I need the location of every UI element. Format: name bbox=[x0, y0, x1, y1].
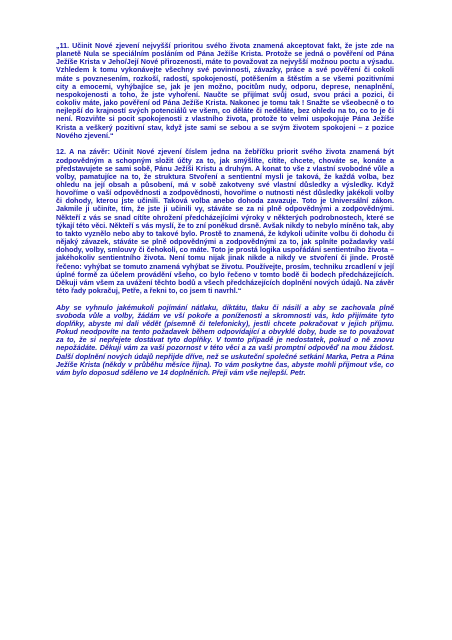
document-body bbox=[56, 42, 394, 386]
paragraph-12: 12. A na závěr: Učinit Nové zjevení číslem jedna na žebříčku priorit svého života znamená být zodpovědným a schopným složit účty za to, jak smýšlíte, cítíte, chcete, chováte se, konáte a představujete se sami sobě, Pánu Ježíši Kristu a druhým. A konat to vše z vlastní svobodné vůle a volby, pamatujíce na to, že struktura Stvoření a sentientní mysli je taková, že každá volba, bez ohledu na její obsah a působení, má v sobě zakotveny své vlastní důsledky a výsledky. Když hovoříme o vaší odpovědnosti a zodpovědnosti, hovoříme o nutnosti nést důsledky jakékoli volby či dohody, kterou jste učinili. Taková volba anebo dohoda zavazuje. Toto je Universální zákon. Jakmile ji učiníte, tím, že jste ji učinili vy, stáváte se za ni plně odpovědnými a zodpovědnými. Někteří z vás se snad cítíte ohrožení předcházejícími výroky v některých podrobnostech, které se týkají této věci. Někteří s vás myslí, že to zní poněkud drsně. Avšak nikdy to nebylo míněno tak, aby to takto vyznělo nebo aby to takové bylo. Prostě to znamená, že kdykoli učiníte volbu či dohodu či nějaký závazek, stáváte se plně odpovědnými a zodpovědnými za to, jak splníte požadavky vaší dohody, volby, smlouvy či čehokoli, co máte. Toto je prostá logika uspořádání sentientního života – jakéhokoliv sentientního života. Není tomu nijak jinak nikde a nikdy ve stvoření či jinde. Prostě řečeno: vyhýbat se tomuto znamená vyhýbat se životu. Používejte, prosím, techniku zrcadlení v její úplné formě za účelem provádění všeho, co bylo řečeno v tomto bodě či bodech předcházejících. Děkuji vám všem za uvážení těchto bodů a všech předcházejících doplnění nových údajů. Na závěr této řady pokračuj, Petře, a řekni to, co jsem ti navrhl.“ bbox=[56, 148, 394, 296]
paragraph-11: „11. Učinit Nové zjevení nejvyšší prioritou svého života znamená akceptovat fakt, že jste zde na planetě Nula se speciálním posláním od Pána Ježíše Krista. Protože se jedná o pověření od Pána Ježíše Krista v Jeho/Její Nové přirozenosti, máte to považovat za nejvyšší možnou poctu a výsadu. Vzhledem k tomu vykonávejte všechny své povinnosti, závazky, práce a své pověření či cokoli máte s povznesením, rozkoší, radostí, spokojeností, potěšením a štěstím a se všemi pozitivními city a emocemi, vyhýbajíce se, jak je jen možno, pocitům nudy, odporu, deprese, nenaplnění, nespokojenosti a toho, že jste vyhoření. Naučte se přijímat svůj osud, svou práci a pozici, či cokoliv máte, jako pověření od Pána Ježíše Krista. Nakonec je tomu tak ! Snažte se všeobecně o to nejlepší do krajností svých potenciálů ve všem, co děláte či neděláte, bez ohledu na to, co to je či není. Rozviňte si pocit spokojenosti z vlastního života, protože to velmi uspokojuje Pána Ježíše Krista a veškerý pozitivní stav, když jste sami se sebou a se svým životem spokojeni – z pozice Nového zjevení.“ bbox=[56, 42, 394, 140]
closing-note: Aby se vyhnulo jakémukoli pojímání nátlaku, diktátu, tlaku či násilí a aby se zachovala plně svoboda vůle a volby, žádám ve vší pokoře a poníženosti a skromnosti vás, kdo přijímáte tyto doplňky, abyste mi dali vědět (písemně či telefonicky), jestli chcete pokračovat v jejich příjmu. Pokud neodpovíte na tento požadavek během odpovídající a obvyklé doby, bude se to považovat za to, že si nepřejete dostávat tyto doplňky. V tomto případě je nedostatek, pokud o ně znovu nepožádáte. Děkuji vám za vaši pozornost v této věci a za vaši promptní odpověď na mou žádost. Další doplnění nových údajů nepřijde dříve, než se uskuteční společné setkání Marka, Petra a Pána Ježíše Krista (někdy v průběhu měsíce října). To vám poskytne čas, abyste mohli přijmout vše, co vám bylo doposud sděleno ve 14 doplněních. Přeji vám vše nejlepší. Petr. bbox=[56, 303, 394, 377]
